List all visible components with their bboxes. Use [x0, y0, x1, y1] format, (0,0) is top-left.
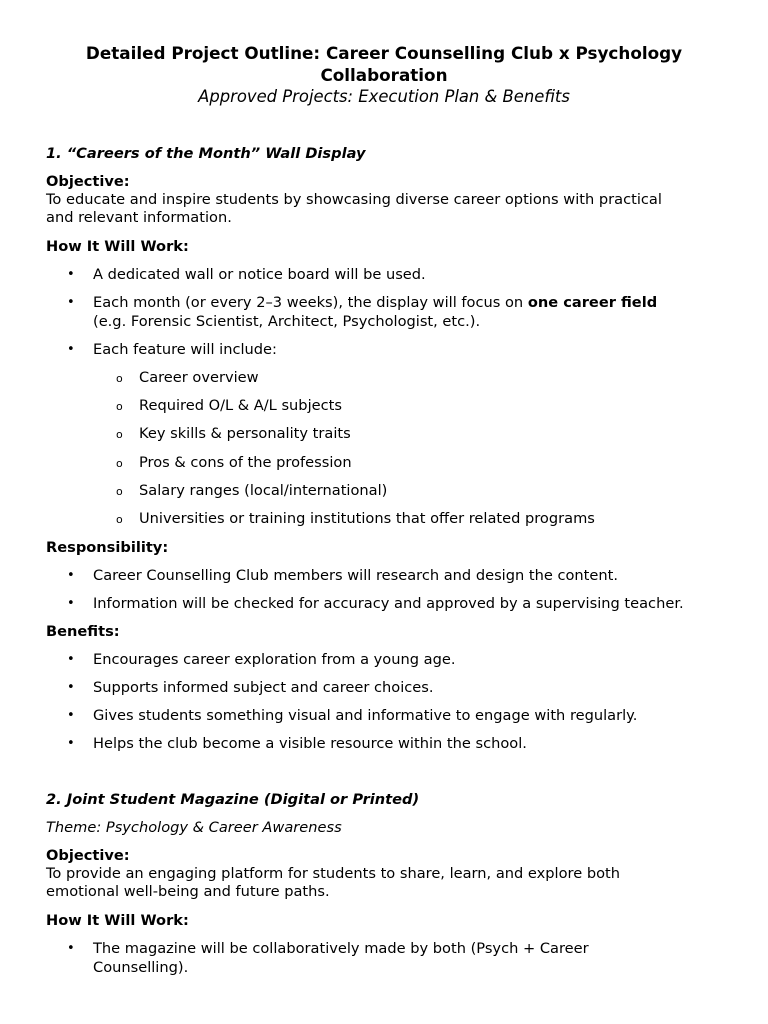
bullet-icon: •	[67, 596, 75, 611]
section1-objective-line1: To educate and inspire students by showcasing diverse career options with practical	[46, 191, 662, 208]
section1-responsibility-label: Responsibility:	[46, 539, 169, 556]
section1-how-item2	[93, 293, 657, 312]
bullet-icon: •	[67, 941, 75, 956]
section2-objective-label: Objective:	[46, 847, 130, 864]
section1-how-item3: Each feature will include:	[93, 341, 277, 358]
sub-bullet-icon: o	[116, 485, 123, 498]
section2-heading: 2. Joint Student Magazine (Digital or Printed)	[46, 791, 420, 808]
section1-benefits-label: Benefits:	[46, 623, 120, 640]
section1-how-label: How It Will Work:	[46, 238, 189, 255]
section2-how-item1-line1: The magazine will be collaboratively made by both (Psych + Career	[93, 940, 589, 957]
section2-objective-line2: emotional well-being and future paths.	[46, 883, 330, 900]
responsibility-item: Career Counselling Club members will research and design the content.	[93, 567, 618, 584]
benefit-item: Helps the club become a visible resource within the school.	[93, 735, 527, 752]
bullet-icon: •	[67, 736, 75, 751]
benefit-item: Supports informed subject and career choices.	[93, 679, 434, 696]
section2-how-item1-line2: Counselling).	[93, 959, 189, 976]
section2-how-label: How It Will Work:	[46, 912, 189, 929]
document-title-line2: Collaboration	[320, 65, 448, 85]
section1-objective-line2: and relevant information.	[46, 209, 232, 226]
section1-how-item2-text: Each month (or every 2–3 weeks), the display will focus on	[93, 294, 528, 311]
document-title-line1: Detailed Project Outline: Career Counselling Club x Psychology	[85, 43, 683, 63]
sub-bullet-icon: o	[116, 457, 123, 470]
feature-item: Career overview	[139, 369, 259, 386]
feature-item: Required O/L & A/L subjects	[139, 397, 342, 414]
section2-objective-line1: To provide an engaging platform for students to share, learn, and explore both	[46, 865, 620, 882]
bullet-icon: •	[67, 295, 75, 310]
section1-how-item2-emphasis: one career field	[527, 294, 658, 311]
feature-item: Universities or training institutions that offer related programs	[139, 510, 595, 527]
bullet-icon: •	[67, 680, 75, 695]
bullet-icon: •	[67, 708, 75, 723]
responsibility-item: Information will be checked for accuracy and approved by a supervising teacher.	[93, 595, 684, 612]
sub-bullet-icon: o	[116, 513, 123, 526]
sub-bullet-icon: o	[116, 400, 123, 413]
bullet-icon: •	[67, 568, 75, 583]
section1-how-item2-line2: (e.g. Forensic Scientist, Architect, Psychologist, etc.).	[93, 313, 481, 330]
feature-item: Salary ranges (local/international)	[139, 482, 388, 499]
document-subtitle: Approved Projects: Execution Plan & Benefits	[198, 87, 570, 106]
benefit-item: Encourages career exploration from a young age.	[93, 651, 456, 668]
bullet-icon: •	[67, 342, 75, 357]
feature-item: Pros & cons of the profession	[139, 454, 352, 471]
sub-bullet-icon: o	[116, 428, 123, 441]
feature-item: Key skills & personality traits	[139, 425, 351, 442]
bullet-icon: •	[67, 652, 75, 667]
sub-bullet-icon: o	[116, 372, 123, 385]
section1-heading: 1. “Careers of the Month” Wall Display	[46, 145, 366, 162]
benefit-item: Gives students something visual and informative to engage with regularly.	[93, 707, 638, 724]
bullet-icon: •	[67, 267, 75, 282]
section2-theme: Theme: Psychology & Career Awareness	[46, 819, 342, 836]
section1-objective-label: Objective:	[46, 173, 130, 190]
section1-how-item1: A dedicated wall or notice board will be used.	[93, 266, 426, 283]
